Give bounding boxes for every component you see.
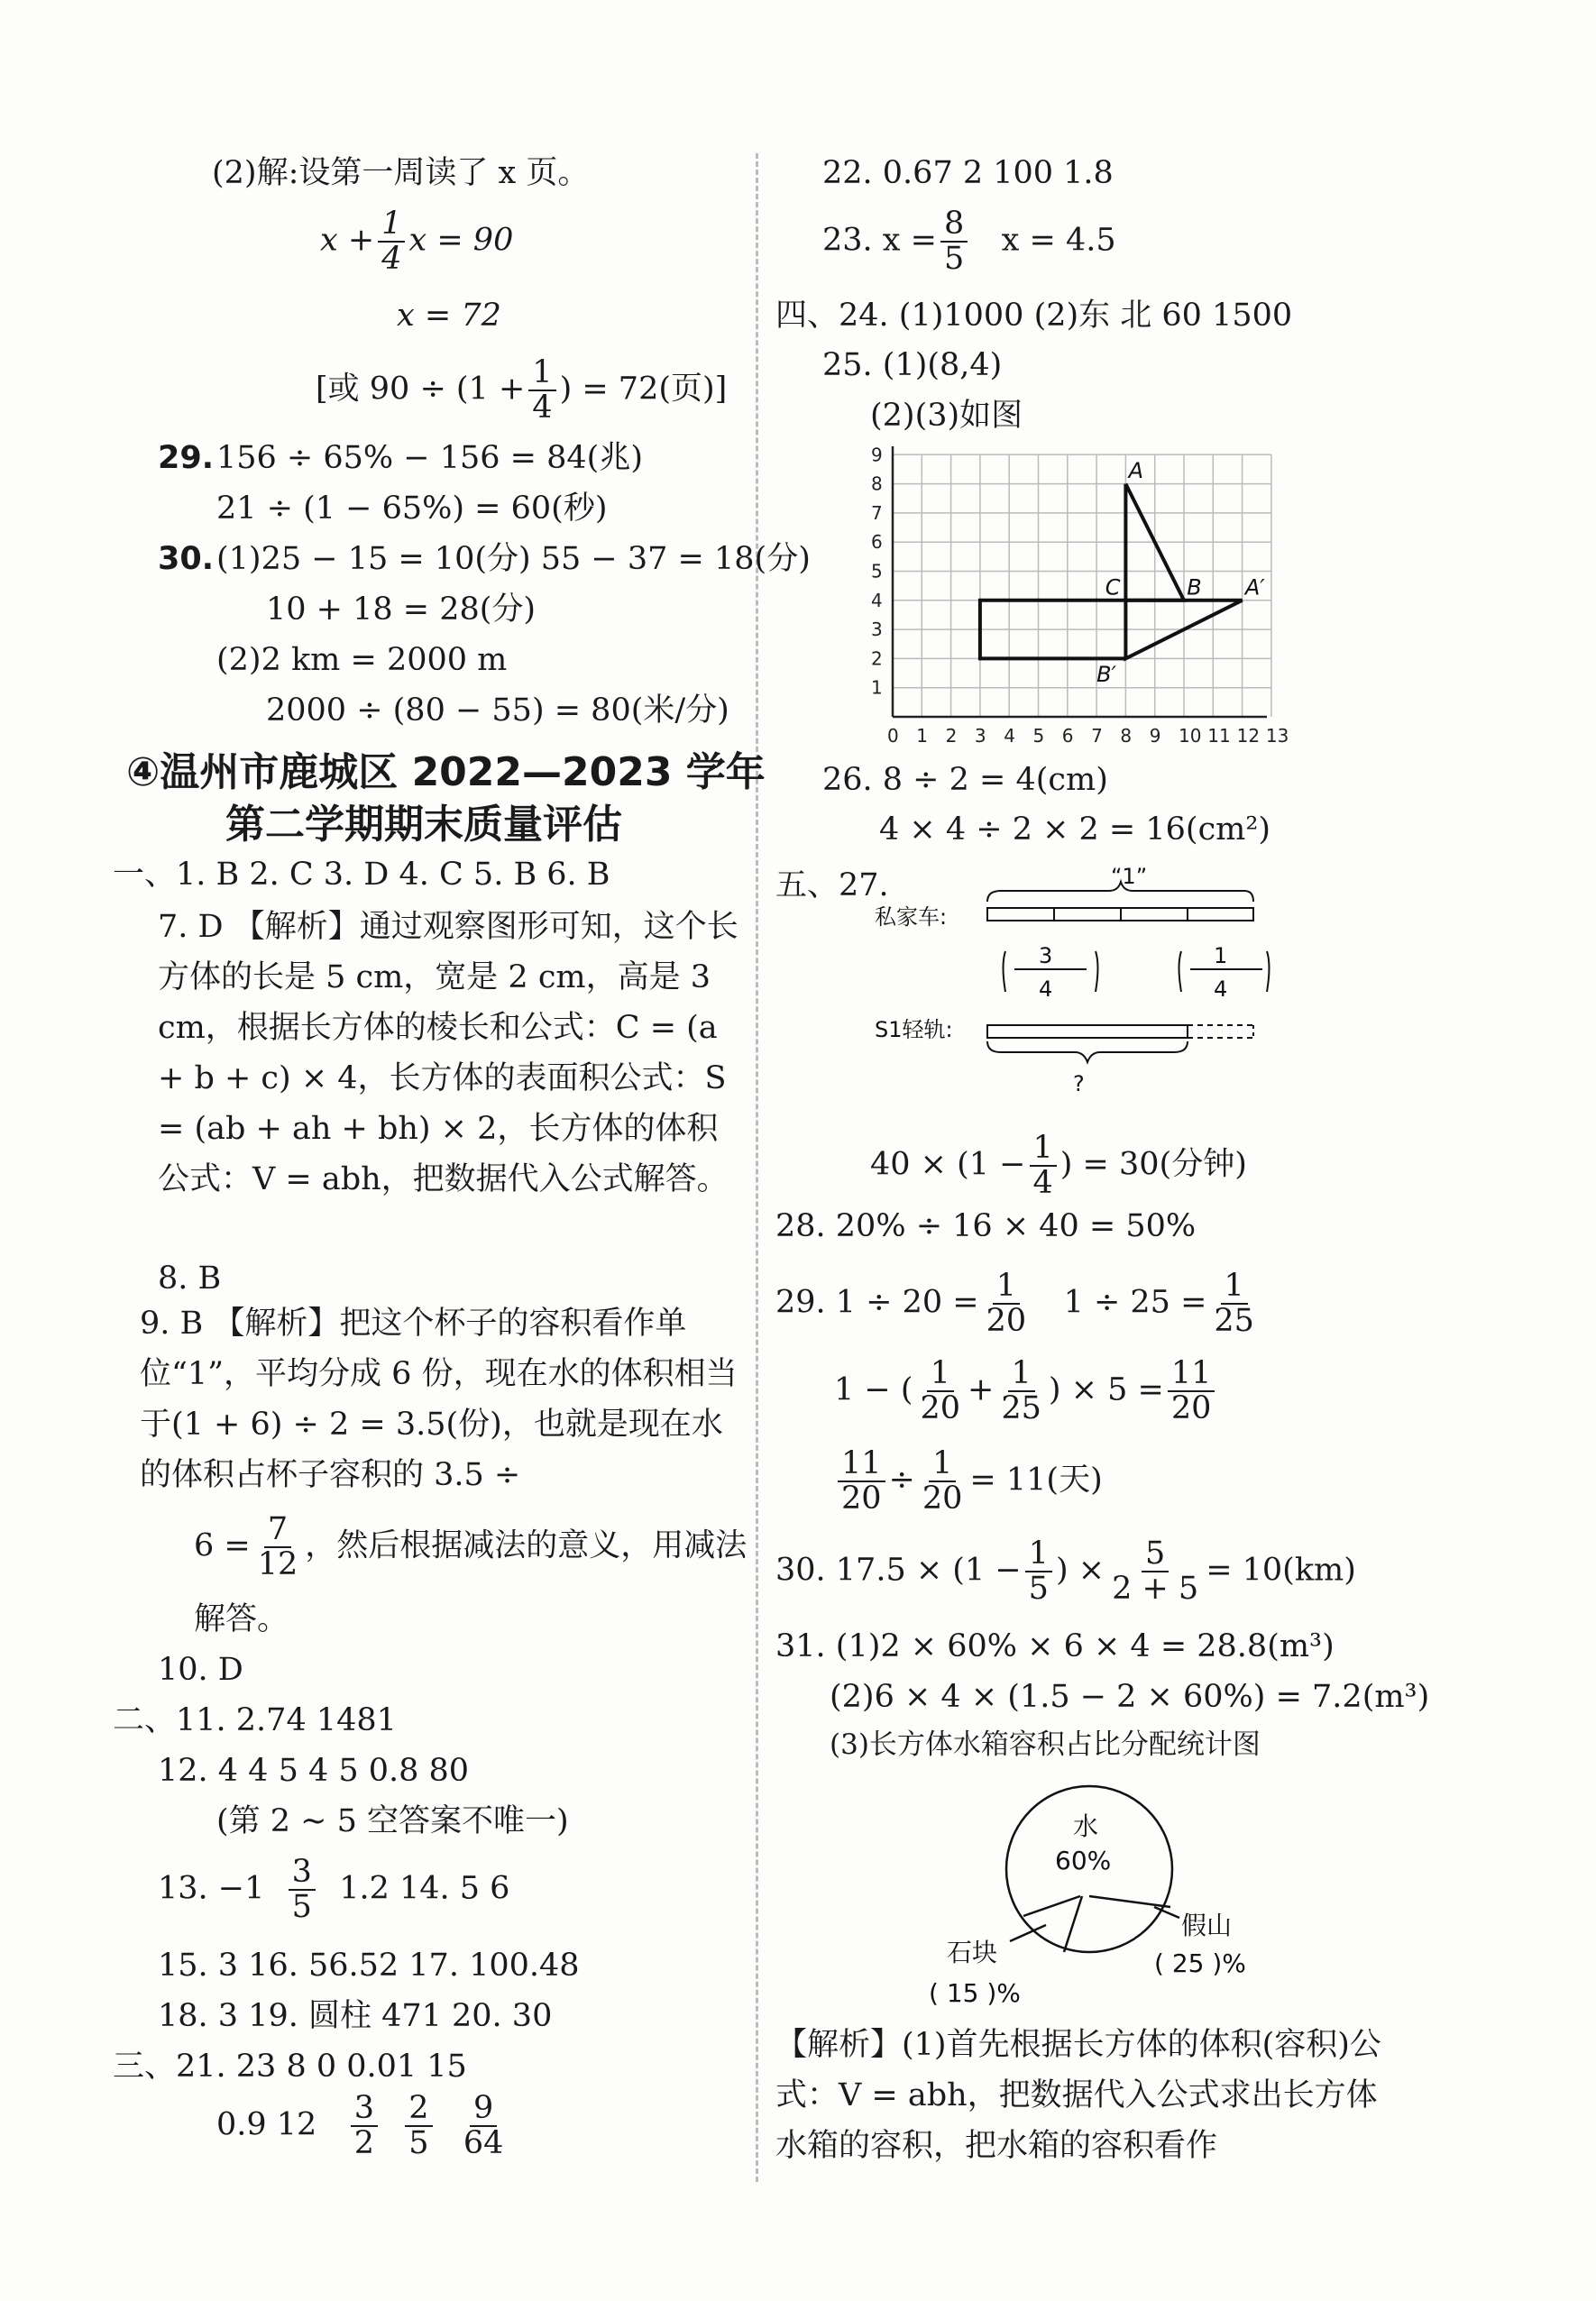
column-divider [756,153,758,2182]
x-tick-label: 8 [1120,725,1133,747]
q28-alternative: [或 90 ÷ (1 + $\frac{1}{4}$ ) = 72(页)] [316,354,728,426]
x-tick-label: 7 [1091,725,1103,747]
q9-end: 解答。 [194,1601,289,1637]
y-tick-label: 2 [871,647,883,670]
q29-line-1: 156 ÷ 65% − 156 = 84(兆) [216,440,643,476]
q29-number: 29. [158,440,215,476]
point-c-label: C [1105,574,1121,600]
q12-answer: 12. 4 4 5 4 5 0.8 80 [158,1753,470,1789]
q9-equation: 6 = $\frac{7}{12}$ ，然后根据减法的意义，用减法 [194,1511,748,1582]
q29-line-2: 1 − ( $\frac{1}{20}$ + $\frac{1}{25}$ ) × 5 = $\frac{11}{20}$ [834,1357,1218,1426]
q29-line-2: 21 ÷ (1 − 65%) = 60(秒) [216,490,608,527]
q12-note: (第 2 ~ 5 空答案不唯一) [216,1803,569,1839]
frac2-den: 4 [1214,976,1228,1002]
q31-part3-title: (3)长方体水箱容积占比分配统计图 [830,1728,1261,1761]
pie-hill-label: 假山 [1181,1911,1233,1940]
y-tick-label: 1 [871,676,883,699]
x-tick-label: 12 [1236,725,1261,747]
x-tick-label: 11 [1207,725,1231,747]
q9-explanation: 9. B 【解析】把这个杯子的容积看作单位“1”，平均分成 6 份，现在水的体积相当于(1 + 6) ÷ 2 = 3.5(份)，也就是现在水的体积占杯子容积的 3.5 ÷ [140,1306,738,1493]
q29-line-3: $\frac{11}{20}$ ÷ $\frac{1}{20}$ = 11(天) [834,1447,1103,1516]
q10-answer: 10. D [158,1652,243,1688]
y-tick-label: 3 [871,619,883,641]
coordinate-grid [866,446,1289,748]
q27-line-diagram [866,857,1280,1100]
section-title-1: ④温州市鹿城区 2022—2023 学年 [126,749,766,795]
y-tick-label: 8 [871,472,883,495]
x-tick-label: 5 [1032,725,1045,747]
q28-part2-head: (2)解:设第一周读了 x 页。 [212,155,590,191]
q13-q14: 13. −1 $\frac{3}{5}$ 1.2 14. 5 6 [158,1854,510,1925]
q28-answer: 28. 20% ÷ 16 × 40 = 50% [775,1208,1197,1244]
q26-line-1: 26. 8 ÷ 2 = 4(cm) [822,762,1108,798]
x-tick-label: 6 [1061,725,1074,747]
q31-explanation: 【解析】(1)首先根据长方体的体积(容积)公式：V = abh，把数据代入公式求出长方体水箱的容积，把水箱的容积看作 [775,2027,1381,2164]
q21-line-2: 0.9 12 $\frac{3}{2}$ $\frac{2}{5}$ $\frac{9}{64}$ [216,2090,504,2161]
pie-water-label: 水 [1073,1811,1099,1841]
q30-line-4: 2000 ÷ (80 − 55) = 80(米/分) [266,692,729,729]
q25-part1: 25. (1)(8,4) [822,347,1003,383]
pie-divider [1023,1896,1080,1916]
car-label: 私家车: [875,904,948,930]
q15-q17: 15. 3 16. 56.52 17. 100.48 [158,1948,580,1984]
q30-line-1: (1)25 − 15 = 10(分) 55 − 37 = 18(分) [216,541,811,577]
part1-answers: 一、1. B 2. C 3. D 4. C 5. B 6. B [113,857,610,893]
q18-q20: 18. 3 19. 圆柱 471 20. 30 [158,1998,553,2034]
q23-answer: 23. x = $\frac{8}{5}$ x = 4.5 [822,206,1116,277]
x-tick-label: 2 [945,725,958,747]
x-tick-label: 9 [1149,725,1161,747]
rail-label: S1轻轨: [875,1017,953,1042]
pie-divider [1089,1896,1170,1907]
q30-number: 30. [158,541,215,577]
x-tick-label: 13 [1265,725,1289,747]
q31-part1: 31. (1)2 × 60% × 6 × 4 = 28.8(m³) [775,1628,1335,1664]
section-title-2: 第二学期期末质量评估 [225,802,622,848]
q29-line-1: 29. 1 ÷ 20 = $\frac{1}{20}$ 1 ÷ 25 = $\frac{1}{25}$ [775,1268,1254,1339]
q30-line-2: 10 + 18 = 28(分) [266,591,537,628]
x-tick-label: 10 [1179,725,1202,747]
q31-part2: (2)6 × 4 × (1.5 − 2 × 60%) = 7.2(m³) [830,1679,1430,1715]
frac1-num: 3 [1039,943,1053,968]
q28-equation-1: x + $\frac{1}{4}$ x = 90 [320,206,514,277]
point-b-label: B [1187,574,1202,600]
x-tick-label: 0 [887,725,899,747]
q25-part2: (2)(3)如图 [870,398,1023,434]
y-tick-label: 9 [871,446,883,466]
q27-equation: 40 × (1 − $\frac{1}{4}$ ) = 30(分钟) [870,1130,1247,1201]
pie-water-pct: 60% [1055,1846,1112,1875]
part5-q27: 五、27. [775,867,889,903]
q26-line-2: 4 × 4 ÷ 2 × 2 = 16(cm²) [879,811,1271,848]
frac1-den: 4 [1039,976,1053,1002]
rock-leader [1010,1925,1046,1941]
pie-rock-label: 石块 [947,1938,998,1967]
q22-answer: 22. 0.67 2 100 1.8 [822,155,1114,191]
y-tick-label: 6 [871,531,883,554]
x-tick-label: 4 [1004,725,1015,747]
part4-q24: 四、24. (1)1000 (2)东 北 60 1500 [775,298,1293,334]
frac2-num: 1 [1214,943,1228,968]
y-tick-label: 5 [871,560,883,582]
point-b-prime-label: B′ [1096,662,1117,688]
q28-equation-2: x = 72 [397,298,501,334]
q30-line-3: (2)2 km = 2000 m [216,642,508,678]
y-tick-label: 7 [871,501,883,524]
question-mark: ? [1073,1071,1085,1096]
y-tick-label: 4 [871,589,883,611]
point-a-label: A [1128,458,1144,484]
part3-q21: 三、21. 23 8 0 0.01 15 [113,2049,467,2085]
q7-explanation: 7. D 【解析】通过观察图形可知，这个长方体的长是 5 cm，宽是 2 cm，高是 3 cm，根据长方体的棱长和公式：C = (a + b + c) × 4，长方体的表面积公式：S = (ab + ah + bh) × 2，长方体的体积公式：V = abh，把数据代入公式解答。 [158,909,738,1197]
q8-answer: 8. B [158,1261,222,1297]
unit-one-label: “1” [1111,864,1148,889]
x-tick-label: 3 [974,725,986,747]
pie-rock-pct: ( 15 )% [929,1978,1021,2008]
x-tick-label: 1 [916,725,929,747]
part2-q11: 二、11. 2.74 1481 [113,1702,397,1738]
q30-answer: 30. 17.5 × (1 − $\frac{1}{5}$ ) × $\frac{5}{2 + 5}$ = 10(km) [775,1536,1356,1607]
pie-hill-pct: ( 25 )% [1154,1948,1246,1978]
pie-chart [929,1781,1316,2015]
point-a-prime-label: A′ [1244,574,1265,600]
pie-divider [1064,1896,1082,1952]
